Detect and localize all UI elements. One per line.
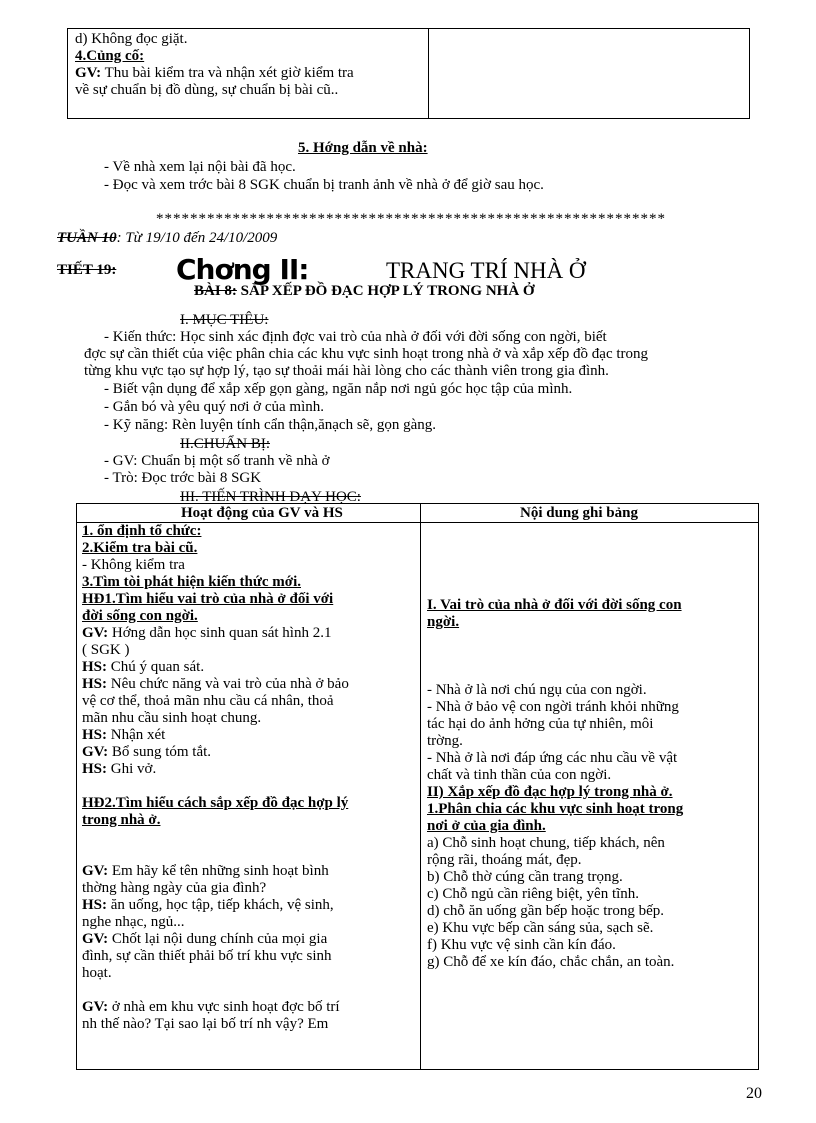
gv3-text: Em hãy kể tên những sinh hoạt bình [108, 863, 329, 879]
step-2-note: - Không kiểm tra [82, 557, 185, 573]
spacer [82, 846, 349, 863]
hs-label: HS: [82, 761, 108, 777]
gv-label: GV: [82, 931, 109, 947]
bai-label: BÀI 8: [194, 283, 237, 299]
hs1-text: Chú ý quan sát. [107, 659, 205, 675]
spacer [82, 829, 349, 846]
gv1-line-2: ( SGK ) [82, 642, 130, 658]
right-column [427, 597, 683, 971]
hs2-line-2: vệ cơ thể, thoả mãn nhu cầu cá nhân, thoả [82, 693, 334, 709]
step-3: 3.Tìm tòi phát hiện kiến thức mới. [82, 574, 301, 590]
week-dates: : Từ 19/10 đến 24/10/2009 [116, 230, 278, 246]
gv5-text: ở nhà em khu vực sinh hoạt đợc bố trí [108, 999, 340, 1015]
main-table-divider [420, 503, 421, 1070]
hd2-line-2: trong nhà ở. [82, 812, 161, 828]
hs3-text: Nhận xét [107, 727, 166, 743]
page-number: 20 [746, 1085, 762, 1102]
section-1-heading-2: ngời. [427, 614, 460, 630]
gv-label: GV: [82, 999, 109, 1015]
area-item-c: c) Chỗ ngủ cần riêng biệt, yên tĩnh. [427, 886, 640, 902]
hs2-line-3: mãn nhu cầu sinh hoạt chung. [82, 710, 262, 726]
gv4-text: Chốt lại nội dung chính của mọi gia [108, 931, 328, 947]
gv2-text: Bổ sung tóm tắt. [108, 744, 212, 760]
tiet-label: TIẾT 19: [57, 262, 117, 278]
gv5-line-1 [82, 999, 349, 1016]
step-2: 2.Kiểm tra bài cũ. [82, 540, 198, 556]
gv-label: GV: [82, 744, 109, 760]
gv2-line [82, 744, 349, 761]
hd2-line-1: HĐ2.Tìm hiểu cách sắp xếp đồ đạc hợp lý [82, 795, 349, 811]
bai-title: SẮP XẾP ĐỒ ĐẠC HỢP LÝ TRONG NHÀ Ở [236, 283, 535, 299]
objective-line-3: từng khu vực tạo sự hợp lý, tạo sự thoải mái hài lòng cho các thành viên trong gia đình. [84, 363, 609, 379]
objective-line-4: - Biết vận dụng để xắp xếp gọn gàng, ngăn nắp nơi ngủ góc học tập của mình. [104, 381, 573, 397]
area-item-e: e) Khu vực bếp cần sáng sủa, sạch sẽ. [427, 920, 654, 936]
hs3-line [82, 727, 349, 744]
week-label: TUẦN 10 [57, 230, 117, 246]
hs-label: HS: [82, 727, 108, 743]
gv1-text: Hớng dẫn học sinh quan sát hình 2.1 [108, 625, 332, 641]
area-item-b: b) Chỗ thờ cúng cần trang trọng. [427, 869, 623, 885]
star-separator: ************************************************************ [156, 211, 666, 227]
top-line-3-text: Thu bài kiểm tra và nhận xét giờ kiểm tra [101, 65, 354, 81]
right-line: - Nhà ở bảo vệ con ngời tránh khỏi những [427, 699, 679, 715]
spacer [427, 648, 683, 665]
area-item-d: d) chỗ ăn uống gần bếp hoặc trong bếp. [427, 903, 665, 919]
hs2-line-1 [82, 676, 349, 693]
right-line: tác hại do ảnh hởng của tự nhiên, môi [427, 716, 654, 732]
area-item-a-cont: rộng rãi, thoáng mát, đẹp. [427, 852, 582, 868]
objective-line-5: - Gắn bó và yêu quý nơi ở của mình. [104, 399, 324, 415]
gv1-line-1 [82, 625, 349, 642]
right-line: - Nhà ở là nơi chú ngụ của con ngời. [427, 682, 647, 698]
gv4-line-1 [82, 931, 349, 948]
hs5-line-1 [82, 897, 349, 914]
section-1-heading-1: I. Vai trò của nhà ở đối với đời sống con [427, 597, 682, 613]
subsection-1-heading-2: nơi ở của gia đình. [427, 818, 546, 834]
spacer [82, 778, 349, 795]
gv3-line-1 [82, 863, 349, 880]
col-left-header: Hoạt động của GV và HS [181, 505, 343, 521]
objectives-heading: I. MỤC TIÊU: [180, 312, 269, 328]
prep-heading: II.CHUẨN BỊ: [180, 436, 270, 452]
step-1: 1. ổn định tổ chức: [82, 523, 202, 539]
gv4-line-2: đình, sự cần thiết phải bố trí khu vực sinh [82, 948, 332, 964]
top-table-divider [428, 28, 429, 119]
top-line-4: về sự chuẩn bị đồ dùng, sự chuẩn bị bài cũ.. [75, 82, 339, 98]
area-item-f: f) Khu vực vệ sinh cần kín đáo. [427, 937, 616, 953]
spacer [82, 982, 349, 999]
right-line: trờng. [427, 733, 463, 749]
hs1-line [82, 659, 349, 676]
hs2-text: Nêu chức năng và vai trò của nhà ở bảo [107, 676, 349, 692]
objective-line-2: đợc sự cần thiết của việc phân chia các khu vực sinh hoạt trong nhà ở và xắp xếp đồ đạc trong [84, 346, 649, 362]
spacer [427, 631, 683, 648]
process-heading: III. TIẾN TRÌNH DẠY HỌC: [180, 489, 361, 505]
chapter-label: Chơng II: [176, 253, 309, 286]
top-table-left-cell [75, 31, 354, 99]
week-line [57, 230, 277, 247]
right-line: - Nhà ở là nơi đáp ứng các nhu cầu về vật [427, 750, 678, 766]
hd1-line-1: HĐ1.Tìm hiểu vai trò của nhà ở đối với [82, 591, 334, 607]
right-line: chất và tinh thần của con ngời. [427, 767, 612, 783]
guide-item-2: - Đọc và xem trớc bài 8 SGK chuẩn bị tranh ảnh về nhà ở để giờ sau học. [104, 177, 544, 193]
col-right-header: Nội dung ghi bảng [520, 505, 638, 521]
hd1-line-2: đời sống con ngời. [82, 608, 198, 624]
hs-label: HS: [82, 897, 108, 913]
subsection-1-heading-1: 1.Phân chia các khu vực sinh hoạt trong [427, 801, 684, 817]
hs4-text: Ghi vở. [107, 761, 157, 777]
section-2-heading: II) Xắp xếp đồ đạc hợp lý trong nhà ở. [427, 784, 673, 800]
spacer [427, 665, 683, 682]
area-item-g: g) Chỗ để xe kín đáo, chắc chắn, an toàn. [427, 954, 675, 970]
hs4-line [82, 761, 349, 778]
guide-heading: 5. Hớng dẫn về nhà: [298, 140, 428, 156]
hs-label: HS: [82, 659, 108, 675]
lesson-title [194, 283, 535, 300]
top-line-3 [75, 65, 354, 82]
objective-line-1: - Kiến thức: Học sinh xác định đợc vai trò của nhà ở đối với đời sống con ngời, biết [104, 329, 607, 345]
area-item-a: a) Chỗ sinh hoạt chung, tiếp khách, nên [427, 835, 665, 851]
gv-label: GV: [82, 863, 109, 879]
hs5-text: ăn uống, học tập, tiếp khách, vệ sinh, [107, 897, 334, 913]
hs-label: HS: [82, 676, 108, 692]
objective-line-6: - Kỹ năng: Rèn luyện tính cẩn thận,ănạch sẽ, gọn gàng. [104, 417, 436, 433]
cung-co-heading: 4.Củng cố: [75, 48, 145, 64]
left-column [82, 523, 349, 1033]
gv-label: GV: [82, 625, 109, 641]
hs5-line-2: nghe nhạc, ngủ... [82, 914, 185, 930]
top-line-1: d) Không đọc giặt. [75, 31, 188, 47]
prep-line-1: - GV: Chuẩn bị một số tranh về nhà ở [104, 453, 330, 469]
guide-item-1: - Về nhà xem lại nội bài đã học. [104, 159, 296, 175]
gv-label: GV: [75, 65, 102, 81]
gv5-line-2: nh thế nào? Tại sao lại bố trí nh vậy? Em [82, 1016, 329, 1032]
prep-line-2: - Trò: Đọc trớc bài 8 SGK [104, 470, 262, 486]
gv4-line-3: hoạt. [82, 965, 112, 981]
chapter-title: TRANG TRÍ NHÀ Ở [386, 258, 586, 283]
gv3-line-2: thờng hàng ngày của gia đình? [82, 880, 267, 896]
